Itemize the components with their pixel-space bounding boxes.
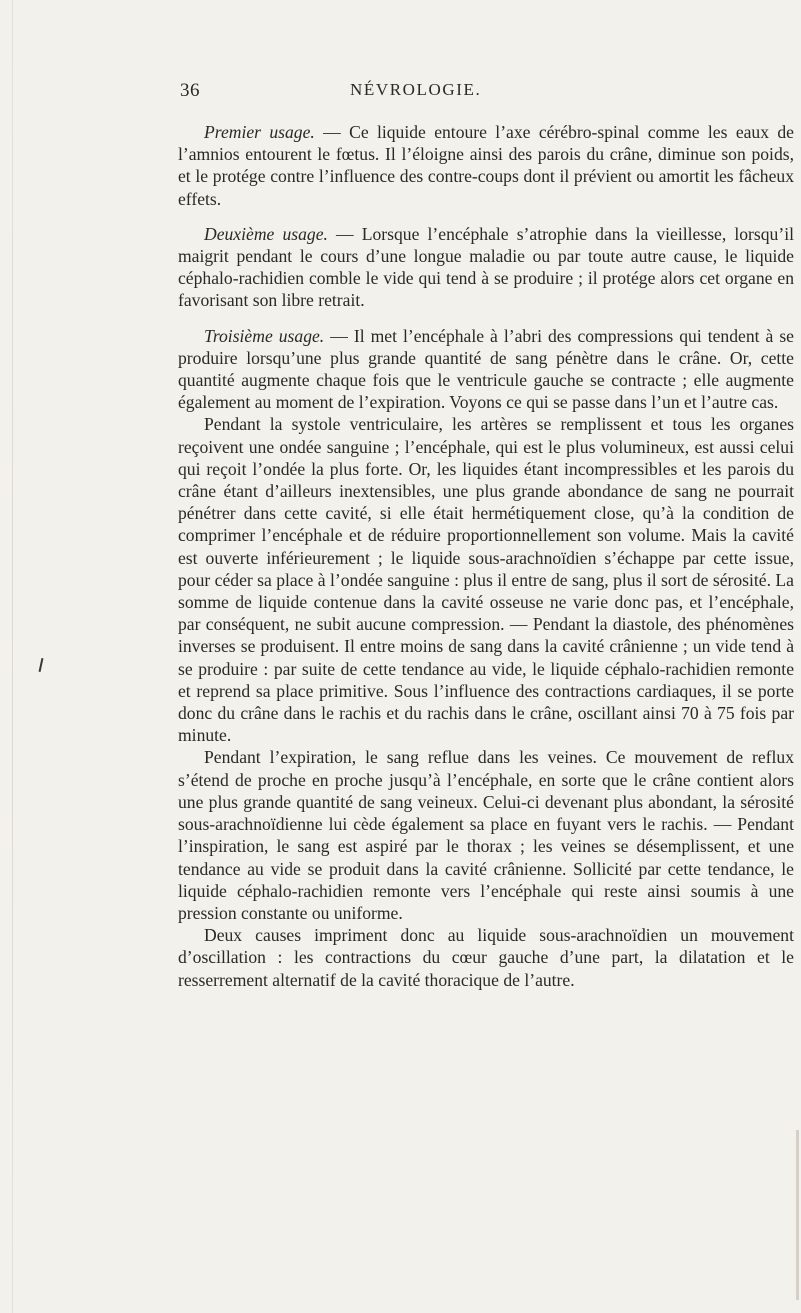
paragraph-premier-usage: [178, 121, 794, 210]
running-header: [180, 80, 800, 104]
paragraph-deux-causes: [178, 924, 794, 991]
paragraph-text: Pendant la systole ventriculaire, les artères se remplissent et tous les organes reçoivent une ondée sanguine ; l’encéphale, qui est le plus volumineux, est aussi celui qui reçoit l’ondée la plus forte. Or, les liquides étant incompressibles et les parois du crâne étant d’ailleurs inextensibles, une plus grande abondance de sang ne pourrait pénétrer dans cette cavité, si elle était hermétiquement close, qu’à la condition de comprimer l’encéphale et de réduire proportionnellement son volume. Mais la cavité est ouverte inférieurement ; le liquide sous-arachnoïdien s’échappe par cette issue, pour céder sa place à l’ondée sanguine : plus il entre de sang, plus il sort de sérosité. La somme de liquide contenue dans la cavité osseuse ne varie donc pas, et l’encéphale, par conséquent, ne subit aucune compression. — Pendant la diastole, des phénomènes inverses se produisent. Il entre moins de sang dans la cavité crânienne ; un vide tend à se produire : par suite de cette tendance au vide, le liquide céphalo-rachidien remonte et reprend sa place primitive. Sous l’influence des contractions cardiaques, il se porte donc du crâne dans le rachis et du rachis dans le crâne, oscillant ainsi 70 à 75 fois par minute.: [178, 414, 794, 746]
paragraph-troisieme-usage: [178, 325, 794, 414]
paragraph-text: — Il met l’encéphale à l’abri des compressions qui tendent à se produire lorsqu’une plus grande quantité de sang pénètre dans le crâne. Or, cette quantité augmente chaque fois que le ventricule gauche se contracte ; elle augmente également au moment de l’expiration. Voyons ce qui se passe dans l’un et l’autre cas.: [178, 325, 794, 413]
margin-ink-mark: [39, 658, 44, 672]
paragraph-label: Premier usage.: [204, 122, 315, 142]
paragraph-text: — Ce liquide entoure l’axe cérébro-spinal comme les eaux de l’amnios entourent le fœtus. Il l’éloigne ainsi des parois du crâne, diminue son poids, et le protége contre l’influence des contre-coups dont il prévient ou amortit les fâcheux effets.: [178, 122, 794, 209]
page-number: 36: [180, 80, 200, 101]
paragraph-deuxieme-usage: [178, 223, 794, 312]
running-title: NÉVROLOGIE.: [350, 80, 482, 99]
binding-gutter-line: [12, 0, 13, 1313]
paragraph-label: Deuxième usage.: [204, 223, 328, 244]
paragraph-expiration: [178, 746, 794, 924]
paragraph-text: — Lorsque l’encéphale s’atrophie dans la vieillesse, lorsqu’il maigrit pendant le cours d’une longue maladie ou par toute autre cause, le liquide céphalo-rachidien comble le vide qui tend à se produire ; il protége alors cet organe en favorisant son libre retrait.: [178, 223, 794, 311]
paragraph-text: Pendant l’expiration, le sang reflue dans les veines. Ce mouvement de reflux s’étend de proche en proche jusqu’à l’encéphale, en sorte que le crâne contient alors une plus grande quantité de sang veineux. Celui-ci devenant plus abondant, la sérosité sous-arachnoïdienne lui cède également sa place en fuyant vers le rachis. — Pendant l’inspiration, le sang est aspiré par le thorax ; les veines se désemplissent, et une tendance au vide se produit dans la cavité crânienne. Sollicité par cette tendance, le liquide céphalo-rachidien remonte vers l’encéphale qui reste ainsi soumis à une pression constante ou uniforme.: [178, 747, 794, 923]
paragraph-text: Deux causes impriment donc au liquide sous-arachnoïdien un mouvement d’oscillation : les contractions du cœur gauche d’une part, la dilatation et le resserrement alternatif de la cavité thoracique de l’autre.: [178, 925, 794, 990]
body-text: [178, 121, 794, 991]
page-edge-shadow: [796, 1130, 799, 1300]
paragraph-label: Troisième usage.: [204, 325, 325, 346]
paragraph-systole: [178, 413, 794, 746]
